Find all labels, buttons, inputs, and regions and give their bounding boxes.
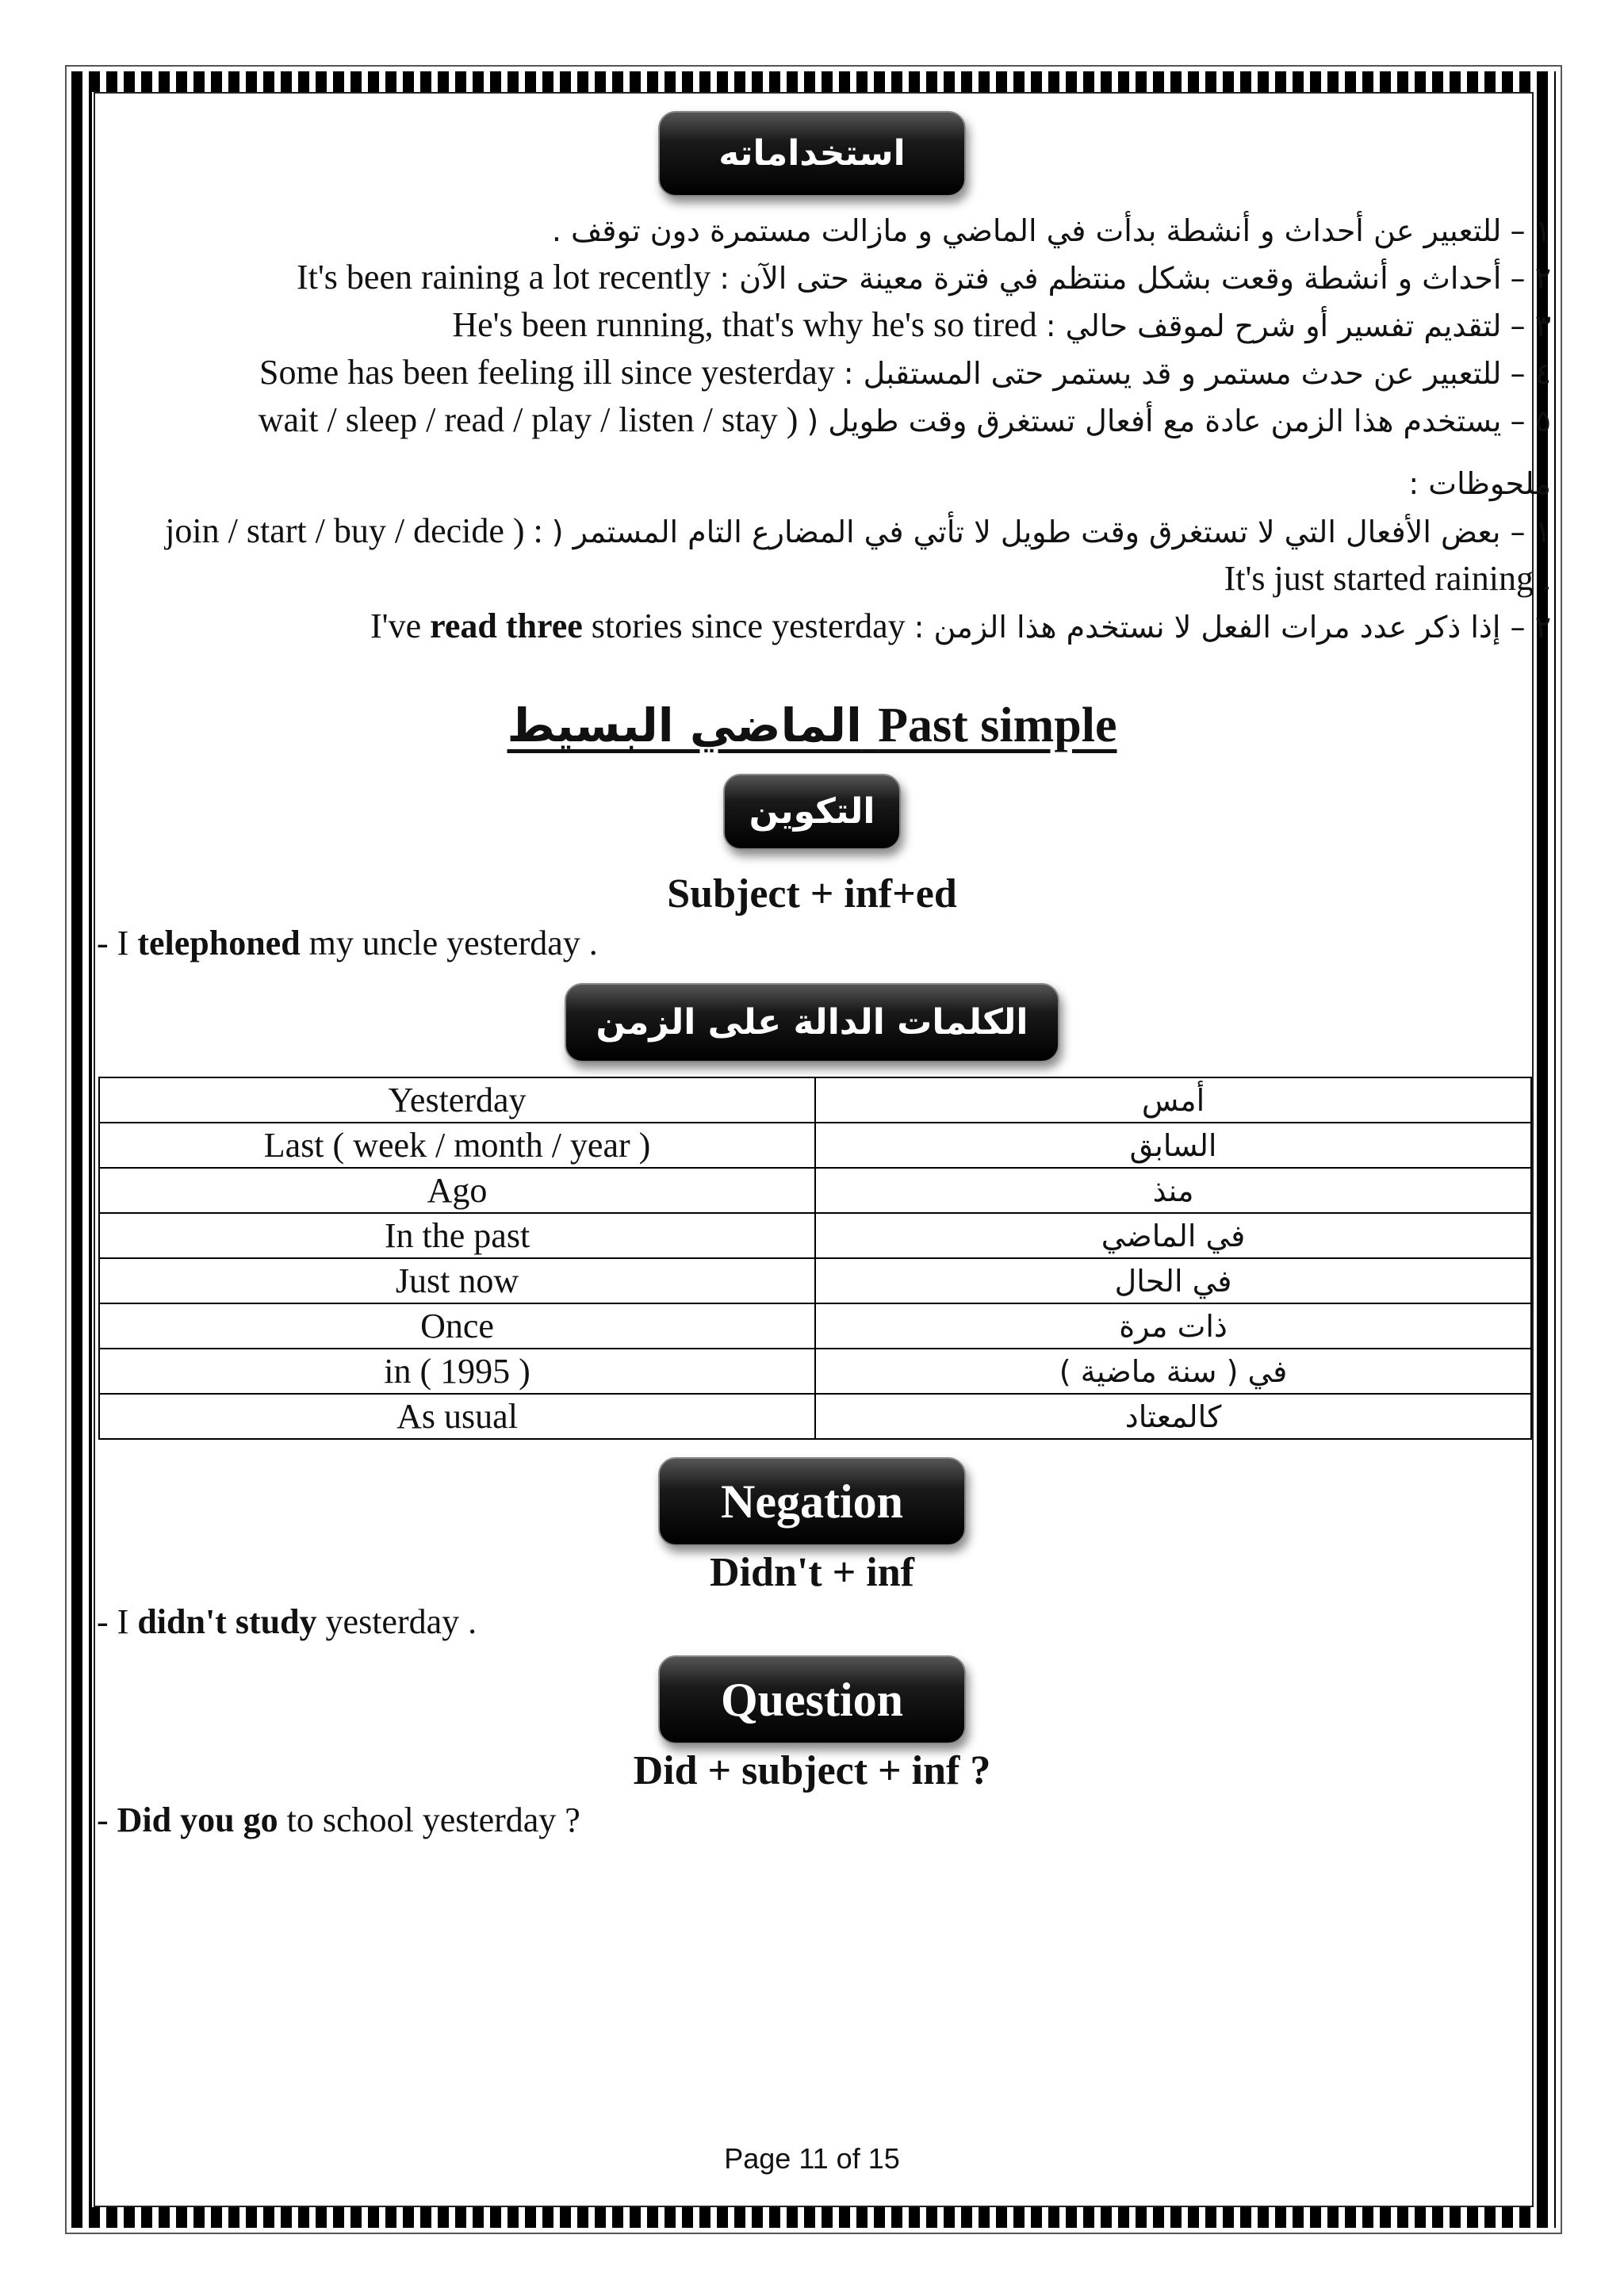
table-row: [99, 1168, 1531, 1213]
signal-words-table: [98, 1077, 1532, 1440]
negation-formula: Didn't + inf: [710, 1550, 914, 1595]
signal-ar: كالمعتاد: [815, 1394, 1531, 1439]
table-row: [99, 1123, 1531, 1168]
signal-ar: في الماضي: [815, 1213, 1531, 1258]
formation-example: - I telephoned my uncle yesterday .: [97, 924, 598, 962]
signal-words-heading: الكلمات الدالة على الزمن: [565, 983, 1059, 1062]
question-formula: Did + subject + inf ?: [633, 1748, 991, 1793]
signal-en: Once: [99, 1303, 815, 1349]
question-example: - Did you go to school yesterday ?: [97, 1800, 580, 1839]
use-item-1: ١ – للتعبير عن أحداث و أنشطة بدأت في الماضي و مازالت مستمرة دون توقف .: [551, 213, 1551, 248]
signal-en: Last ( week / month / year ): [99, 1123, 815, 1168]
negation-example: - I didn't study yesterday .: [97, 1602, 477, 1641]
page-number: Page 11 of 15: [724, 2142, 900, 2175]
table-row: [99, 1213, 1531, 1258]
signal-ar: السابق: [815, 1123, 1531, 1168]
uses-heading: استخداماته: [658, 111, 966, 197]
signal-ar: ذات مرة: [815, 1303, 1531, 1349]
question-heading: Question: [658, 1655, 966, 1744]
notes-title: ملحوظات :: [1408, 466, 1551, 501]
signal-ar: منذ: [815, 1168, 1531, 1213]
signal-en: In the past: [99, 1213, 815, 1258]
table-row: [99, 1258, 1531, 1303]
signal-en: As usual: [99, 1394, 815, 1439]
formation-formula: Subject + inf+ed: [667, 871, 957, 916]
formation-heading: التكوين: [723, 774, 901, 850]
table-row: [99, 1077, 1531, 1123]
signal-en: in ( 1995 ): [99, 1349, 815, 1394]
note-1: ١ – بعض الأفعال التي لا تستغرق وقت طويل لا تأتي في المضارع التام المستمر ( join / start / buy / decide ) :: [165, 511, 1551, 550]
past-simple-title: الماضي البسيط Past simple: [507, 698, 1117, 752]
signal-en: Yesterday: [99, 1077, 815, 1123]
table-row: [99, 1349, 1531, 1394]
use-item-2: ٢ – أحداث و أنشطة وقعت بشكل منتظم في فترة معينة حتى الآن : It's been raining a lot recently: [297, 258, 1551, 297]
use-item-3: ٣ – لتقديم تفسير أو شرح لموقف حالي : He's been running, that's why he's so tired: [452, 305, 1551, 344]
signal-ar: في ( سنة ماضية ): [815, 1349, 1531, 1394]
table-row: [99, 1394, 1531, 1439]
signal-en: Just now: [99, 1258, 815, 1303]
signal-en: Ago: [99, 1168, 815, 1213]
negation-heading: Negation: [658, 1457, 966, 1546]
signal-ar: أمس: [815, 1077, 1531, 1123]
note-2: ٢ – إذا ذكر عدد مرات الفعل لا نستخدم هذا الزمن : I've read three stories since yesterday: [370, 607, 1551, 645]
signal-ar: في الحال: [815, 1258, 1531, 1303]
use-item-4: ٤ – للتعبير عن حدث مستمر و قد يستمر حتى المستقبل : Some has been feeling ill since yesterday: [259, 353, 1551, 392]
note-1-example: . It's just started raining: [1224, 559, 1551, 598]
use-item-5: ٥ – يستخدم هذا الزمن عادة مع أفعال تستغرق وقت طويل ( wait / sleep / read / play / listen / stay ): [258, 400, 1551, 439]
table-row: [99, 1303, 1531, 1349]
